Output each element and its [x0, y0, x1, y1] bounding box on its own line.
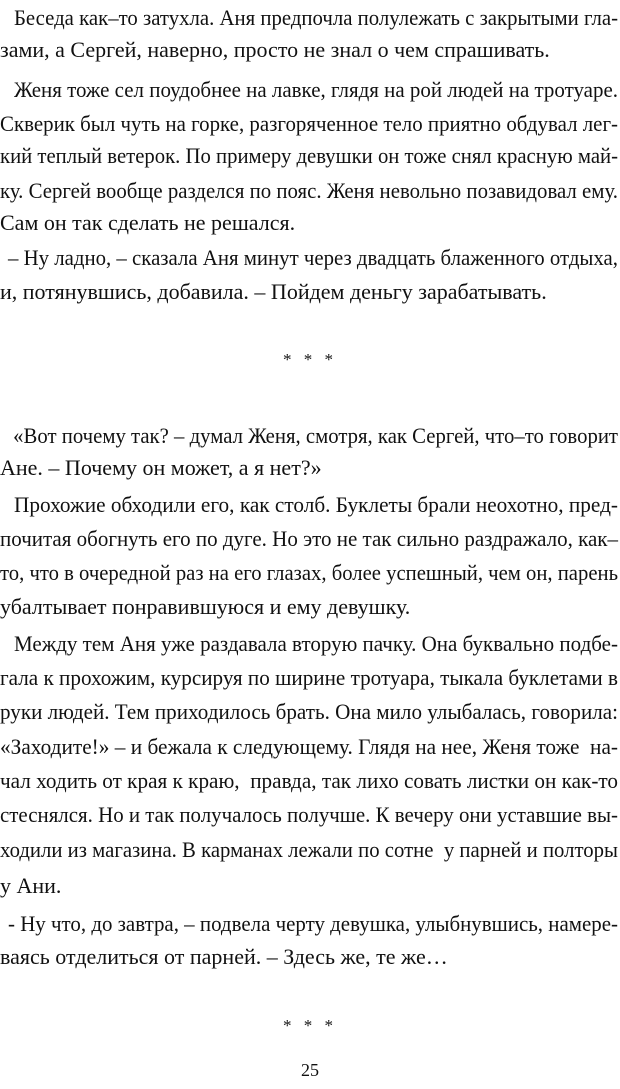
text-line: Женя тоже сел поудобнее на лавке, глядя на рой людей на тротуаре.: [14, 77, 618, 102]
text-line: у Ани.: [0, 873, 62, 898]
text-line: - Ну что, до завтра, – подвела черту девушка, улыбнувшись, намере-: [8, 911, 618, 936]
text-line: руки людей. Тем приходилось брать. Она мило улыбалась, говорила:: [0, 699, 618, 724]
text-line: Прохожие обходили его, как столб. Буклеты брали неохотно, пред-: [14, 492, 618, 517]
page-number: 25: [301, 1060, 319, 1080]
text-line: Скверик был чуть на горке, разгоряченное тело приятно обдувал лег-: [0, 111, 618, 136]
text-line: стеснялся. Но и так получалось получше. К вечеру они уставшие вы-: [0, 802, 618, 827]
text-line: зами, а Сергей, наверно, просто не знал о чем спрашивать.: [0, 37, 550, 62]
text-line: почитая обогнуть его по дуге. Но это не так сильно раздражало, как–: [0, 526, 618, 551]
text-line: ваясь отделиться от парней. – Здесь же, те же…: [0, 944, 448, 969]
text-line: Ане. – Почему он может, а я нет?»: [0, 455, 322, 480]
text-line: «Вот почему так? – думал Женя, смотря, как Сергей, что–то говорит: [8, 423, 618, 448]
text-line: Между тем Аня уже раздавала вторую пачку. Она буквально подбе-: [14, 631, 618, 656]
section-separator: * * *: [283, 1016, 337, 1035]
text-line: ку. Сергей вообще разделся по пояс. Женя невольно позавидовал ему.: [0, 178, 618, 203]
text-line: Беседа как–то затухла. Аня предпочла полулежать с закрытыми гла-: [14, 5, 618, 30]
text-line: убалтывает понравившуюся и ему девушку.: [0, 594, 411, 619]
text-line: чал ходить от края к краю, правда, так лихо совать листки он как-то: [0, 768, 618, 793]
section-separator: * * *: [283, 350, 337, 369]
text-line: – Ну ладно, – сказала Аня минут через двадцать блаженного отдыха,: [8, 245, 618, 270]
text-line: «Заходите!» – и бежала к следующему. Глядя на нее, Женя тоже на-: [0, 734, 618, 759]
text-line: гала к прохожим, курсируя по ширине тротуара, тыкала буклетами в: [0, 665, 618, 690]
text-line: Сам он так сделать не решался.: [0, 210, 296, 235]
text-line: и, потянувшись, добавила. – Пойдем деньгу зарабатывать.: [0, 279, 547, 304]
text-line: кий теплый ветерок. По примеру девушки он тоже снял красную май-: [0, 143, 618, 168]
text-line: ходили из магазина. В карманах лежали по сотне у парней и полторы: [0, 837, 618, 862]
text-line: то, что в очередной раз на его глазах, более успешный, чем он, парень: [0, 560, 618, 585]
